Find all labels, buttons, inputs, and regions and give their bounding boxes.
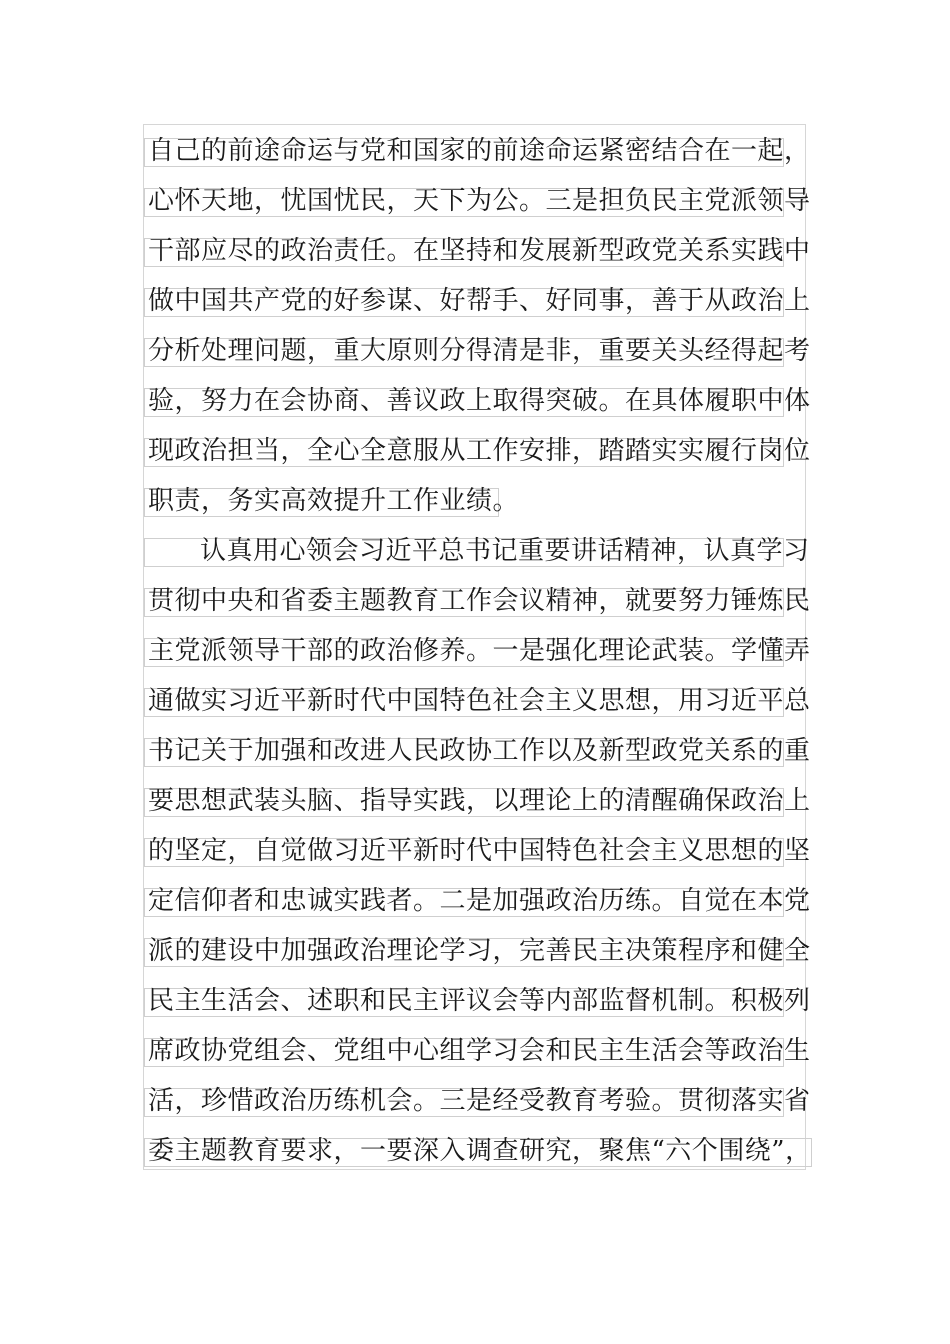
line-text: 要思想武装头脑、指导实践，以理论上的清醒确保政治上: [148, 786, 811, 816]
text-line-paragraph-start: [144, 528, 814, 578]
text-line: [144, 778, 814, 828]
line-text: 做中国共产党的好参谋、好帮手、好同事，善于从政治上: [148, 286, 811, 316]
text-line: [144, 478, 814, 528]
line-text: 定信仰者和忠诚实践者。二是加强政治历练。自觉在本党: [148, 886, 811, 916]
line-text: 民主生活会、述职和民主评议会等内部监督机制。积极列: [148, 986, 811, 1016]
text-line: [144, 978, 814, 1028]
text-line: [144, 678, 814, 728]
line-text: 现政治担当，全心全意服从工作安排，踏踏实实履行岗位: [148, 436, 811, 466]
text-line: [144, 928, 814, 978]
line-text: 委主题教育要求，一要深入调查研究，聚焦“六个围绕”，: [148, 1136, 812, 1166]
line-text: 主党派领导干部的政治修养。一是强化理论武装。学懂弄: [148, 636, 811, 666]
text-line: [144, 628, 814, 678]
text-line: [144, 378, 814, 428]
text-line: [144, 278, 814, 328]
line-text: 贯彻中央和省委主题教育工作会议精神，就要努力锤炼民: [148, 586, 811, 616]
text-line: [144, 1028, 814, 1078]
line-text: 自己的前途命运与党和国家的前途命运紧密结合在一起，: [148, 136, 811, 166]
text-line: [144, 728, 814, 778]
line-text: 通做实习近平新时代中国特色社会主义思想，用习近平总: [148, 686, 811, 716]
line-text: 活，珍惜政治历练机会。三是经受教育考验。贯彻落实省: [148, 1086, 811, 1116]
line-text: 的坚定，自觉做习近平新时代中国特色社会主义思想的坚: [148, 836, 811, 866]
line-text: 认真用心领会习近平总书记重要讲话精神，认真学习: [200, 536, 810, 566]
line-text: 验，努力在会协商、善议政上取得突破。在具体履职中体: [148, 386, 811, 416]
text-line: [144, 878, 814, 928]
text-line: [144, 428, 814, 478]
line-text: 书记关于加强和改进人民政协工作以及新型政党关系的重: [148, 736, 811, 766]
text-line: [144, 128, 814, 178]
document-body: [144, 128, 814, 1178]
line-text: 职责，务实高效提升工作业绩。: [148, 486, 520, 516]
text-line: [144, 328, 814, 378]
text-line: [144, 1128, 814, 1178]
text-line: [144, 228, 814, 278]
line-text: 分析处理问题，重大原则分得清是非，重要关头经得起考: [148, 336, 811, 366]
line-text: 席政协党组会、党组中心组学习会和民主生活会等政治生: [148, 1036, 811, 1066]
text-line: [144, 578, 814, 628]
line-text: 干部应尽的政治责任。在坚持和发展新型政党关系实践中: [148, 236, 811, 266]
text-line: [144, 1078, 814, 1128]
line-text: 派的建设中加强政治理论学习，完善民主决策程序和健全: [148, 936, 811, 966]
text-line: [144, 178, 814, 228]
line-text: 心怀天地，忧国忧民，天下为公。三是担负民主党派领导: [148, 186, 811, 216]
text-line: [144, 828, 814, 878]
